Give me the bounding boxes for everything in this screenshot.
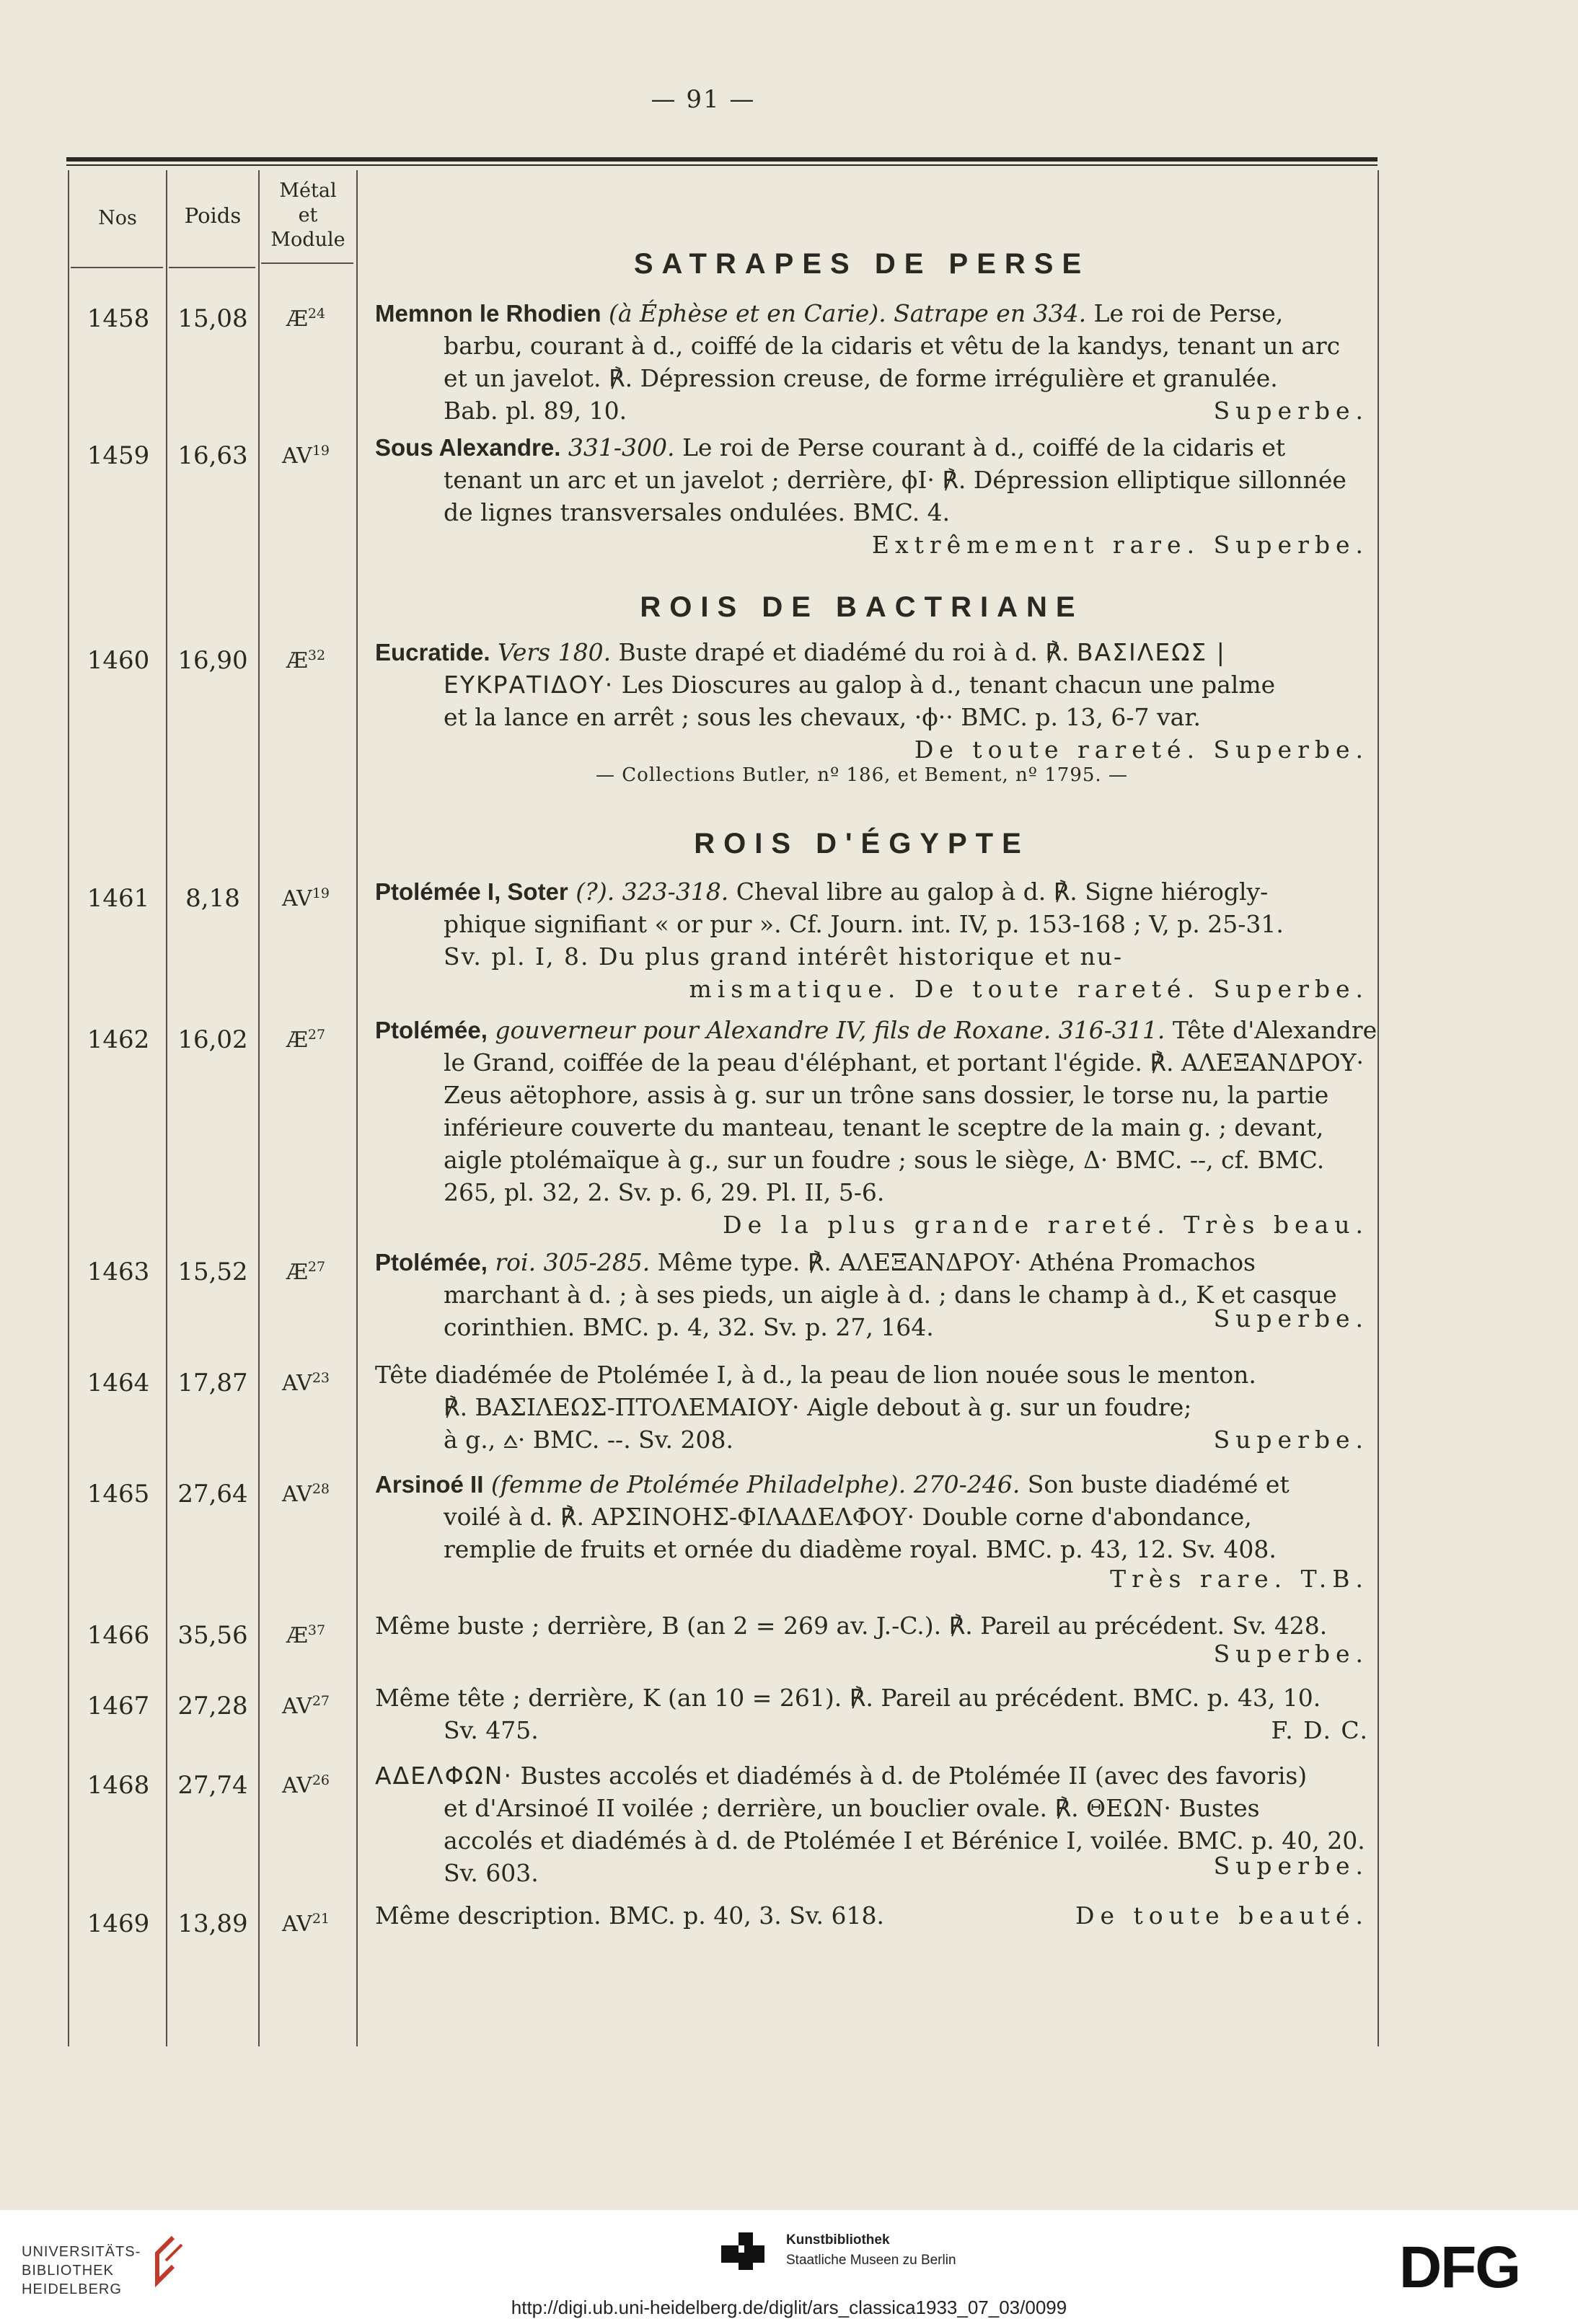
metal-module xyxy=(260,1693,352,1719)
entry-text: Bustes accolés et diadémés à d. de Ptolémée II (avec des favoris) xyxy=(512,1762,1308,1790)
dfg-logo[interactable]: DFG xyxy=(1399,2235,1520,2300)
entry-line: Zeus aëtophore, assis à g. sur un trône sans dossier, le torse nu, la partie xyxy=(444,1081,1329,1109)
entry-grade: Superbe. xyxy=(1213,1426,1369,1454)
entry-grade: mismatique. De toute rareté. Superbe. xyxy=(689,975,1369,1003)
entry-line: 265, pl. 32, 2. Sv. p. 6, 29. Pl. II, 5-6. xyxy=(444,1178,885,1206)
metal-module xyxy=(260,306,352,332)
weight: 35,56 xyxy=(177,1621,248,1650)
header-metal xyxy=(260,179,356,252)
weight: 27,28 xyxy=(177,1692,248,1720)
lot-number: 1463 xyxy=(87,1258,150,1286)
kb-line: Staatliche Museen zu Berlin xyxy=(786,2253,956,2268)
entry-text: Son buste diadémé et xyxy=(1020,1470,1290,1498)
ub-heidelberg-logo[interactable] xyxy=(22,2243,141,2299)
weight: 16,90 xyxy=(177,646,248,675)
entry-description xyxy=(375,297,1369,427)
entry-subtitle: (femme de Ptolémée Philadelphe). 270-246. xyxy=(483,1470,1021,1498)
entry-title: Arsinoé II xyxy=(375,1471,484,1498)
source-url-link[interactable]: http://digi.ub.uni-heidelberg.de/diglit/ars_classica1933_07_03/0099 xyxy=(511,2297,1067,2318)
entry-description xyxy=(375,875,1369,1005)
metal: Æ xyxy=(286,1260,308,1285)
collection-note: — Collections Butler, nº 186, et Bement, nº 1795. — xyxy=(596,764,1128,786)
module: 27 xyxy=(312,1693,330,1709)
metal: Æ xyxy=(286,648,308,673)
entry-text: Buste drapé et diadémé du roi à d. ℟. xyxy=(611,638,1070,666)
header-nos: Nos xyxy=(98,207,137,229)
module: 27 xyxy=(307,1027,326,1043)
entry-description xyxy=(375,1759,1369,1889)
entry-line: Les Dioscures au galop à d., tenant chacun une palme xyxy=(614,671,1276,699)
entry-text: Même buste ; derrière, B (an 2 = 269 av. J.-C.). ℟. Pareil au précédent. Sv. 428. xyxy=(375,1612,1328,1640)
metal-module xyxy=(260,1027,352,1053)
module: 23 xyxy=(312,1370,330,1386)
ub-heidelberg-mark-icon xyxy=(144,2232,188,2289)
entry-grade: De toute beauté. xyxy=(1075,1901,1369,1930)
section-title-perse: SATRAPES DE PERSE xyxy=(633,248,1090,280)
weight: 27,74 xyxy=(177,1771,248,1800)
ub-logo-line: HEIDELBERG xyxy=(22,2281,122,2297)
entry-description xyxy=(375,1682,1369,1746)
entry-line: tenant un arc et un javelot ; derrière, ϕI· ℟. Dépression elliptique sillonnée xyxy=(444,466,1346,494)
entry-grade: De toute rareté. Superbe. xyxy=(914,735,1369,764)
weight: 15,08 xyxy=(177,304,248,333)
entry-description xyxy=(375,1468,1369,1593)
header-poids: Poids xyxy=(184,203,242,228)
entry-line: Bab. pl. 89, 10. xyxy=(444,397,627,425)
weight: 16,63 xyxy=(177,441,248,470)
metal-module xyxy=(260,1772,352,1798)
module: 28 xyxy=(312,1481,330,1497)
section-title-bactriane: ROIS DE BACTRIANE xyxy=(640,591,1084,623)
entry-subtitle: gouverneur pour Alexandre IV, fils de Roxane. 316-311. xyxy=(487,1016,1165,1044)
metal: AV xyxy=(281,1773,312,1798)
entry-grade: Extrêmement rare. Superbe. xyxy=(871,531,1369,559)
entry-title: Eucratide. xyxy=(375,639,490,666)
header-underline xyxy=(71,267,163,268)
module: 27 xyxy=(307,1259,326,1275)
entry-title: Ptolémée, xyxy=(375,1249,488,1276)
weight: 8,18 xyxy=(185,884,240,913)
entry-line: Sv. pl. I, 8. Du plus grand intérêt historique et nu- xyxy=(444,942,1124,971)
kb-line: Kunstbibliothek xyxy=(786,2232,890,2248)
entry-description xyxy=(375,1246,1369,1343)
top-rule xyxy=(66,157,1378,162)
metal-module xyxy=(260,1259,352,1285)
metal: AV xyxy=(281,1912,312,1937)
metal-module xyxy=(260,885,352,911)
weight: 13,89 xyxy=(177,1909,248,1938)
metal-module xyxy=(260,1622,352,1648)
lot-number: 1458 xyxy=(87,304,150,333)
entry-description xyxy=(375,636,1369,766)
entry-grade: De la plus grande rareté. Très beau. xyxy=(723,1211,1369,1239)
metal: AV xyxy=(281,1694,312,1719)
page-number: — 91 — xyxy=(651,85,756,114)
lot-number: 1464 xyxy=(87,1369,150,1397)
entry-text: Tête d'Alexandre xyxy=(1165,1016,1378,1044)
entry-text: Tête diadémée de Ptolémée I, à d., la peau de lion nouée sous le menton. xyxy=(375,1361,1256,1389)
entry-line: et d'Arsinoé II voilée ; derrière, un bouclier ovale. ℟. ΘΕΩΝ· Bustes xyxy=(444,1794,1260,1822)
entry-subtitle: (?). 323-318. xyxy=(568,878,729,906)
entry-line: inférieure couverte du manteau, tenant le sceptre de la main g. ; devant, xyxy=(444,1113,1324,1141)
entry-text: Le roi de Perse, xyxy=(1086,299,1284,327)
entry-subtitle: (à Éphèse et en Carie). Satrape en 334. xyxy=(601,299,1087,327)
header-metal-line: Métal xyxy=(279,180,337,202)
greek-legend: ΒΑΣΙΛΕΩΣ | xyxy=(1076,638,1226,666)
lot-number: 1468 xyxy=(87,1771,150,1800)
header-metal-line: et xyxy=(298,204,318,226)
entry-line: marchant à d. ; à ses pieds, un aigle à d. ; dans le champ à d., K et casque xyxy=(444,1281,1337,1309)
entry-line: remplie de fruits et ornée du diadème royal. BMC. p. 43, 12. Sv. 408. xyxy=(444,1535,1277,1563)
metal: Æ xyxy=(286,1028,308,1053)
metal: Æ xyxy=(286,306,308,332)
entry-line: corinthien. BMC. p. 4, 32. Sv. p. 27, 164. xyxy=(444,1313,934,1341)
entry-line: le Grand, coiffée de la peau d'éléphant, et portant l'égide. ℟. ΑΛΕΞΑΝΔΡΟΥ· xyxy=(444,1048,1364,1077)
column-divider xyxy=(356,170,358,2046)
entry-line: à g., ⩟· BMC. --. Sv. 208. xyxy=(444,1426,733,1454)
lot-number: 1461 xyxy=(87,884,150,913)
entry-line: ℟. ΒΑΣΙΛΕΩΣ-ΠΤΟΛΕΜΑΙΟΥ· Aigle debout à g. sur un foudre; xyxy=(444,1393,1192,1421)
entry-line: accolés et diadémés à d. de Ptolémée I et Bérénice I, voilée. BMC. p. 40, 20. xyxy=(444,1826,1365,1855)
metal-module xyxy=(260,443,352,469)
module: 21 xyxy=(312,1911,330,1927)
ub-logo-line: UNIVERSITÄTS- xyxy=(22,2244,141,2260)
ub-logo-line: BIBLIOTHEK xyxy=(22,2263,114,2279)
weight: 17,87 xyxy=(177,1369,248,1397)
header-underline xyxy=(261,262,353,264)
metal: Æ xyxy=(286,1623,308,1648)
entry-title: Sous Alexandre. xyxy=(375,434,561,461)
metal: AV xyxy=(281,443,312,469)
module: 24 xyxy=(307,306,326,322)
header-metal-line: Module xyxy=(270,229,345,251)
section-title-egypte: ROIS D'ÉGYPTE xyxy=(694,828,1030,860)
metal: AV xyxy=(281,886,312,911)
header-underline xyxy=(169,267,255,268)
metal-module xyxy=(260,1370,352,1396)
entry-subtitle: 331-300. xyxy=(560,433,675,461)
entry-grade: F. D. C. xyxy=(1271,1716,1369,1744)
module: 32 xyxy=(307,648,326,663)
entry-description xyxy=(375,431,1369,561)
entry-description xyxy=(375,1609,1369,1666)
entry-subtitle: roi. 305-285. xyxy=(487,1248,651,1276)
entry-subtitle: Vers 180. xyxy=(490,638,612,666)
entry-grade: Très rare. T.B. xyxy=(1110,1565,1369,1593)
entry-description xyxy=(375,1358,1369,1456)
entry-line: et un javelot. ℟. Dépression creuse, de forme irrégulière et granulée. xyxy=(444,364,1278,392)
weight: 16,02 xyxy=(177,1025,248,1054)
lot-number: 1465 xyxy=(87,1480,150,1508)
lot-number: 1466 xyxy=(87,1621,150,1650)
entry-text: Même tête ; derrière, K (an 10 = 261). ℟. Pareil au précédent. BMC. p. 43, 10. xyxy=(375,1684,1321,1712)
entry-line: Sv. 475. xyxy=(444,1716,539,1744)
entry-text: Même type. ℟. ΑΛΕΞΑΝΔΡΟΥ· Athéna Promachos xyxy=(650,1248,1256,1276)
metal: AV xyxy=(281,1371,312,1396)
entry-grade: Superbe. xyxy=(1213,1852,1369,1880)
entry-text: Le roi de Perse courant à d., coiffé de la cidaris et xyxy=(674,433,1286,461)
entry-line: et la lance en arrêt ; sous les chevaux, ·ϕ·· BMC. p. 13, 6-7 var. xyxy=(444,703,1201,731)
entry-grade: Superbe. xyxy=(1213,1304,1369,1333)
kunstbibliothek-logo-icon[interactable] xyxy=(721,2230,764,2273)
entry-line: barbu, courant à d., coiffé de la cidaris et vêtu de la kandys, tenant un arc xyxy=(444,332,1341,360)
top-rule-thin xyxy=(66,164,1378,166)
lot-number: 1469 xyxy=(87,1909,150,1938)
entry-grade: Superbe. xyxy=(1213,397,1369,425)
module: 26 xyxy=(312,1772,330,1788)
entry-line: de lignes transversales ondulées. BMC. 4. xyxy=(444,498,951,526)
greek-legend: ΑΔΕΛΦΩΝ· xyxy=(375,1762,513,1790)
entry-line: phique signifiant « or pur ». Cf. Journ. int. IV, p. 153-168 ; V, p. 25-31. xyxy=(444,910,1284,938)
module: 37 xyxy=(307,1622,326,1638)
entry-description xyxy=(375,1899,1369,1932)
entry-title: Memnon le Rhodien xyxy=(375,300,601,327)
entry-description xyxy=(375,1014,1378,1241)
lot-number: 1462 xyxy=(87,1025,150,1054)
metal: AV xyxy=(281,1482,312,1507)
weight: 27,64 xyxy=(177,1480,248,1508)
entry-line: aigle ptolémaïque à g., sur un foudre ; sous le siège, Δ· BMC. --, cf. BMC. xyxy=(444,1146,1325,1174)
lot-number: 1467 xyxy=(87,1692,150,1720)
lot-number: 1459 xyxy=(87,441,150,470)
entry-line: Sv. 603. xyxy=(444,1859,539,1887)
metal-module xyxy=(260,1481,352,1507)
entry-title: Ptolémée I, Soter xyxy=(375,878,568,905)
kunstbibliothek-label xyxy=(786,2230,956,2271)
weight: 15,52 xyxy=(177,1258,248,1286)
column-divider xyxy=(1378,170,1379,2046)
entry-text: Même description. BMC. p. 40, 3. Sv. 618. xyxy=(375,1901,885,1930)
entry-line: voilé à d. ℟. ΑΡΣΙΝΟΗΣ-ΦΙΛΑΔΕΛΦΟΥ· Double corne d'abondance, xyxy=(444,1503,1252,1531)
metal-module xyxy=(260,1911,352,1937)
module: 19 xyxy=(312,443,330,459)
entry-grade: Superbe. xyxy=(1213,1640,1369,1668)
entry-title: Ptolémée, xyxy=(375,1017,488,1043)
metal-module xyxy=(260,648,352,673)
lot-number: 1460 xyxy=(87,646,150,675)
entry-text: Cheval libre au galop à d. ℟. Signe hiérogly- xyxy=(728,878,1269,906)
greek-legend: ΕΥΚΡΑΤΙΔΟΥ· xyxy=(444,671,614,699)
module: 19 xyxy=(312,885,330,901)
